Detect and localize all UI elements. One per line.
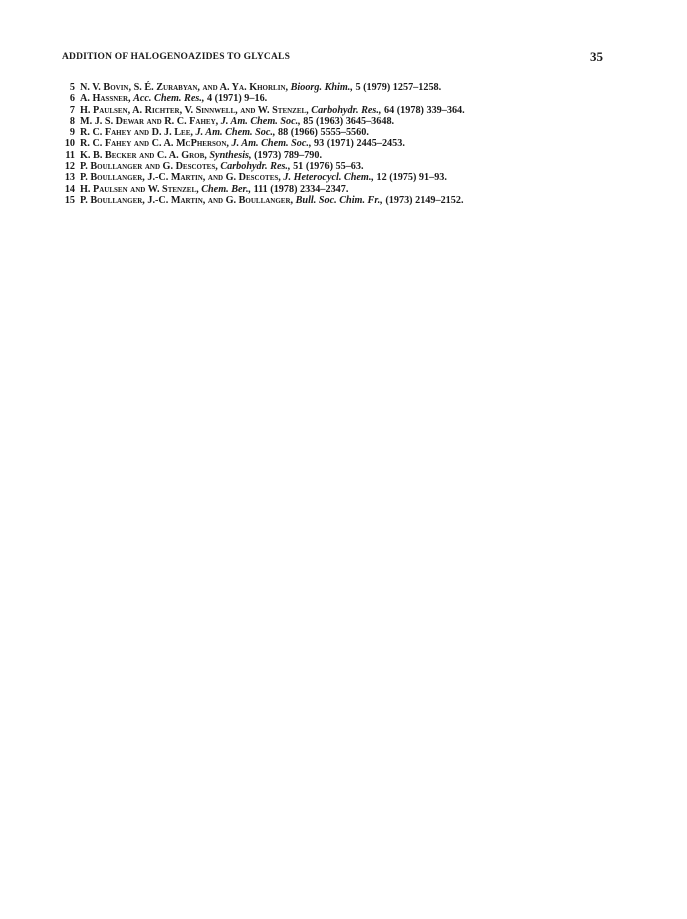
- reference-journal: Chem. Ber.,: [201, 183, 252, 195]
- reference-number: 5: [69, 82, 75, 93]
- reference-text: [80, 82, 441, 93]
- reference-item: [62, 161, 652, 172]
- reference-item: [62, 105, 652, 116]
- reference-item: [62, 138, 652, 149]
- running-head: ADDITION OF HALOGENOAZIDES TO GLYCALS: [62, 52, 291, 62]
- reference-details: (1973) 2149–2152.: [385, 194, 464, 206]
- reference-text: [80, 116, 394, 127]
- reference-text: [80, 127, 369, 138]
- reference-item: [62, 195, 652, 206]
- reference-journal: Carbohydr. Res.,: [311, 104, 382, 116]
- reference-journal: Bull. Soc. Chim. Fr.,: [295, 194, 383, 206]
- reference-text: [80, 195, 464, 206]
- reference-number: 9: [69, 127, 75, 139]
- reference-journal: Acc. Chem. Res.,: [133, 93, 205, 105]
- reference-authors: P. Boullanger, J.-C. Martin, and G. Descotes,: [80, 172, 281, 184]
- reference-number: 6: [69, 93, 75, 105]
- reference-item: [62, 150, 652, 161]
- reference-item: [62, 172, 652, 183]
- reference-number: 15: [64, 194, 75, 206]
- reference-details: (1973) 789–790.: [254, 149, 323, 161]
- reference-text: [80, 93, 267, 104]
- reference-journal: J. Am. Chem. Soc.,: [195, 127, 276, 139]
- reference-authors: P. Boullanger and G. Descotes,: [80, 161, 218, 173]
- reference-item: [62, 127, 652, 138]
- reference-journal: J. Heterocycl. Chem.,: [283, 172, 374, 184]
- reference-text: [80, 184, 348, 195]
- reference-number: 7: [69, 104, 75, 116]
- reference-number: 10: [64, 138, 75, 150]
- reference-item: [62, 116, 652, 127]
- reference-details: 85 (1963) 3645–3648.: [303, 115, 395, 127]
- reference-details: 12 (1975) 91–93.: [376, 172, 447, 184]
- reference-item: [62, 93, 652, 104]
- reference-journal: J. Am. Chem. Soc.,: [231, 138, 312, 150]
- reference-authors: K. B. Becker and C. A. Grob,: [80, 149, 207, 161]
- reference-details: 4 (1971) 9–16.: [206, 93, 268, 105]
- reference-authors: R. C. Fahey and C. A. McPherson,: [80, 138, 229, 150]
- reference-authors: P. Boullanger, J.-C. Martin, and G. Boullanger,: [80, 194, 294, 206]
- reference-authors: M. J. S. Dewar and R. C. Fahey,: [80, 115, 219, 127]
- reference-list: [62, 82, 652, 206]
- reference-authors: N. V. Bovin, S. É. Zurabyan, and A. Ya. Khorlin,: [80, 82, 289, 93]
- reference-number: 14: [64, 183, 75, 195]
- reference-journal: J. Am. Chem. Soc.,: [220, 115, 301, 127]
- reference-text: [80, 138, 405, 149]
- reference-number: 8: [69, 115, 75, 127]
- reference-authors: R. C. Fahey and D. J. Lee,: [80, 127, 193, 139]
- reference-number: 11: [65, 149, 75, 161]
- reference-number: 12: [64, 161, 75, 173]
- reference-details: 64 (1978) 339–364.: [384, 104, 465, 116]
- reference-journal: Carbohydr. Res.,: [220, 161, 291, 173]
- reference-details: 5 (1979) 1257–1258.: [355, 82, 442, 93]
- reference-details: 88 (1966) 5555–5560.: [278, 127, 369, 139]
- reference-authors: H. Paulsen and W. Stenzel,: [80, 183, 199, 195]
- reference-text: [80, 161, 364, 172]
- reference-item: [62, 184, 652, 195]
- reference-number: 13: [64, 172, 75, 184]
- reference-details: 111 (1978) 2334–2347.: [253, 183, 349, 195]
- reference-authors: H. Paulsen, A. Richter, V. Sinnwell, and W. Stenzel,: [80, 104, 309, 116]
- reference-journal: Bioorg. Khim.,: [290, 82, 353, 93]
- reference-authors: A. Hassner,: [80, 93, 131, 105]
- page-number: 35: [590, 49, 603, 64]
- reference-item: [62, 82, 652, 93]
- reference-text: [80, 105, 465, 116]
- reference-details: 93 (1971) 2445–2453.: [314, 138, 405, 150]
- reference-text: [80, 150, 322, 161]
- reference-text: [80, 172, 447, 183]
- reference-details: 51 (1976) 55–63.: [293, 161, 364, 173]
- reference-journal: Synthesis,: [209, 149, 252, 161]
